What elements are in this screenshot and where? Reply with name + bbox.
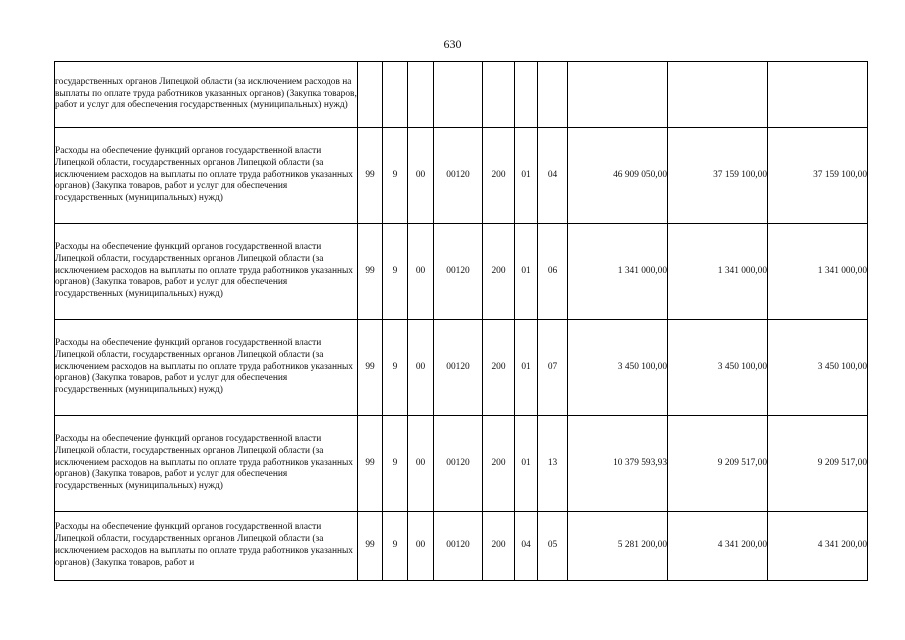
- program-code: 99: [358, 512, 383, 581]
- page-number: 630: [443, 37, 462, 51]
- program-code: 99: [358, 128, 383, 224]
- subprogram-code: 9: [383, 224, 408, 320]
- table-row: [55, 512, 868, 581]
- subsection-code: 13: [538, 416, 568, 512]
- amount-year-1: 10 379 593,93: [568, 416, 668, 512]
- amount-year-3: 37 159 100,00: [768, 128, 868, 224]
- subprogram-code: 9: [383, 320, 408, 416]
- direction-code: 00120: [434, 320, 483, 416]
- amount-year-2: 37 159 100,00: [668, 128, 768, 224]
- expense-description: Расходы на обеспечение функций органов государственной власти Липецкой области, государственных органов Липецкой области (за исключением расходов на выплаты по оплате труда работников указанных органов) (Закупка товаров, работ и услуг для обеспечения государственных (муниципальных) нужд): [55, 320, 358, 416]
- amount-year-2: 3 450 100,00: [668, 320, 768, 416]
- section-code: 04: [515, 512, 538, 581]
- section-code: 01: [515, 416, 538, 512]
- expense-type-code: 200: [483, 224, 515, 320]
- subsection-code: [538, 62, 568, 128]
- main-event-code: 00: [408, 416, 434, 512]
- amount-year-2: [668, 62, 768, 128]
- direction-code: [434, 62, 483, 128]
- main-event-code: [408, 62, 434, 128]
- subsection-code: 07: [538, 320, 568, 416]
- subprogram-code: [383, 62, 408, 128]
- table-row: [55, 416, 868, 512]
- amount-year-2: 1 341 000,00: [668, 224, 768, 320]
- subsection-code: 05: [538, 512, 568, 581]
- amount-year-1: 5 281 200,00: [568, 512, 668, 581]
- expense-description: государственных органов Липецкой области (за исключением расходов на выплаты по оплате труда работников указанных органов) (Закупка товаров, работ и услуг для обеспечения государственных (муниципальных) нужд): [55, 62, 358, 128]
- expense-description: Расходы на обеспечение функций органов государственной власти Липецкой области, государственных органов Липецкой области (за исключением расходов на выплаты по оплате труда работников указанных органов) (Закупка товаров, работ и услуг для обеспечения государственных (муниципальных) нужд): [55, 128, 358, 224]
- direction-code: 00120: [434, 512, 483, 581]
- amount-year-3: 3 450 100,00: [768, 320, 868, 416]
- direction-code: 00120: [434, 224, 483, 320]
- amount-year-3: 1 341 000,00: [768, 224, 868, 320]
- table-row: [55, 128, 868, 224]
- amount-year-2: 9 209 517,00: [668, 416, 768, 512]
- section-code: 01: [515, 320, 538, 416]
- expense-description: Расходы на обеспечение функций органов государственной власти Липецкой области, государственных органов Липецкой области (за исключением расходов на выплаты по оплате труда работников указанных органов) (Закупка товаров, работ и: [55, 512, 358, 581]
- subprogram-code: 9: [383, 416, 408, 512]
- amount-year-3: 9 209 517,00: [768, 416, 868, 512]
- expense-type-code: 200: [483, 128, 515, 224]
- section-code: 01: [515, 224, 538, 320]
- main-event-code: 00: [408, 320, 434, 416]
- section-code: [515, 62, 538, 128]
- program-code: 99: [358, 416, 383, 512]
- subsection-code: 06: [538, 224, 568, 320]
- table-row: [55, 224, 868, 320]
- program-code: [358, 62, 383, 128]
- section-code: 01: [515, 128, 538, 224]
- program-code: 99: [358, 224, 383, 320]
- program-code: 99: [358, 320, 383, 416]
- amount-year-1: [568, 62, 668, 128]
- amount-year-1: 3 450 100,00: [568, 320, 668, 416]
- expense-description: Расходы на обеспечение функций органов государственной власти Липецкой области, государственных органов Липецкой области (за исключением расходов на выплаты по оплате труда работников указанных органов) (Закупка товаров, работ и услуг для обеспечения государственных (муниципальных) нужд): [55, 416, 358, 512]
- amount-year-3: [768, 62, 868, 128]
- amount-year-1: 46 909 050,00: [568, 128, 668, 224]
- subprogram-code: 9: [383, 512, 408, 581]
- amount-year-1: 1 341 000,00: [568, 224, 668, 320]
- direction-code: 00120: [434, 416, 483, 512]
- expense-type-code: 200: [483, 512, 515, 581]
- subsection-code: 04: [538, 128, 568, 224]
- main-event-code: 00: [408, 512, 434, 581]
- subprogram-code: 9: [383, 128, 408, 224]
- expense-description: Расходы на обеспечение функций органов государственной власти Липецкой области, государственных органов Липецкой области (за исключением расходов на выплаты по оплате труда работников указанных органов) (Закупка товаров, работ и услуг для обеспечения государственных (муниципальных) нужд): [55, 224, 358, 320]
- budget-table: [54, 61, 868, 581]
- amount-year-3: 4 341 200,00: [768, 512, 868, 581]
- direction-code: 00120: [434, 128, 483, 224]
- expense-type-code: 200: [483, 416, 515, 512]
- main-event-code: 00: [408, 128, 434, 224]
- table-row: [55, 320, 868, 416]
- amount-year-2: 4 341 200,00: [668, 512, 768, 581]
- expense-type-code: [483, 62, 515, 128]
- table-row: [55, 62, 868, 128]
- expense-type-code: 200: [483, 320, 515, 416]
- main-event-code: 00: [408, 224, 434, 320]
